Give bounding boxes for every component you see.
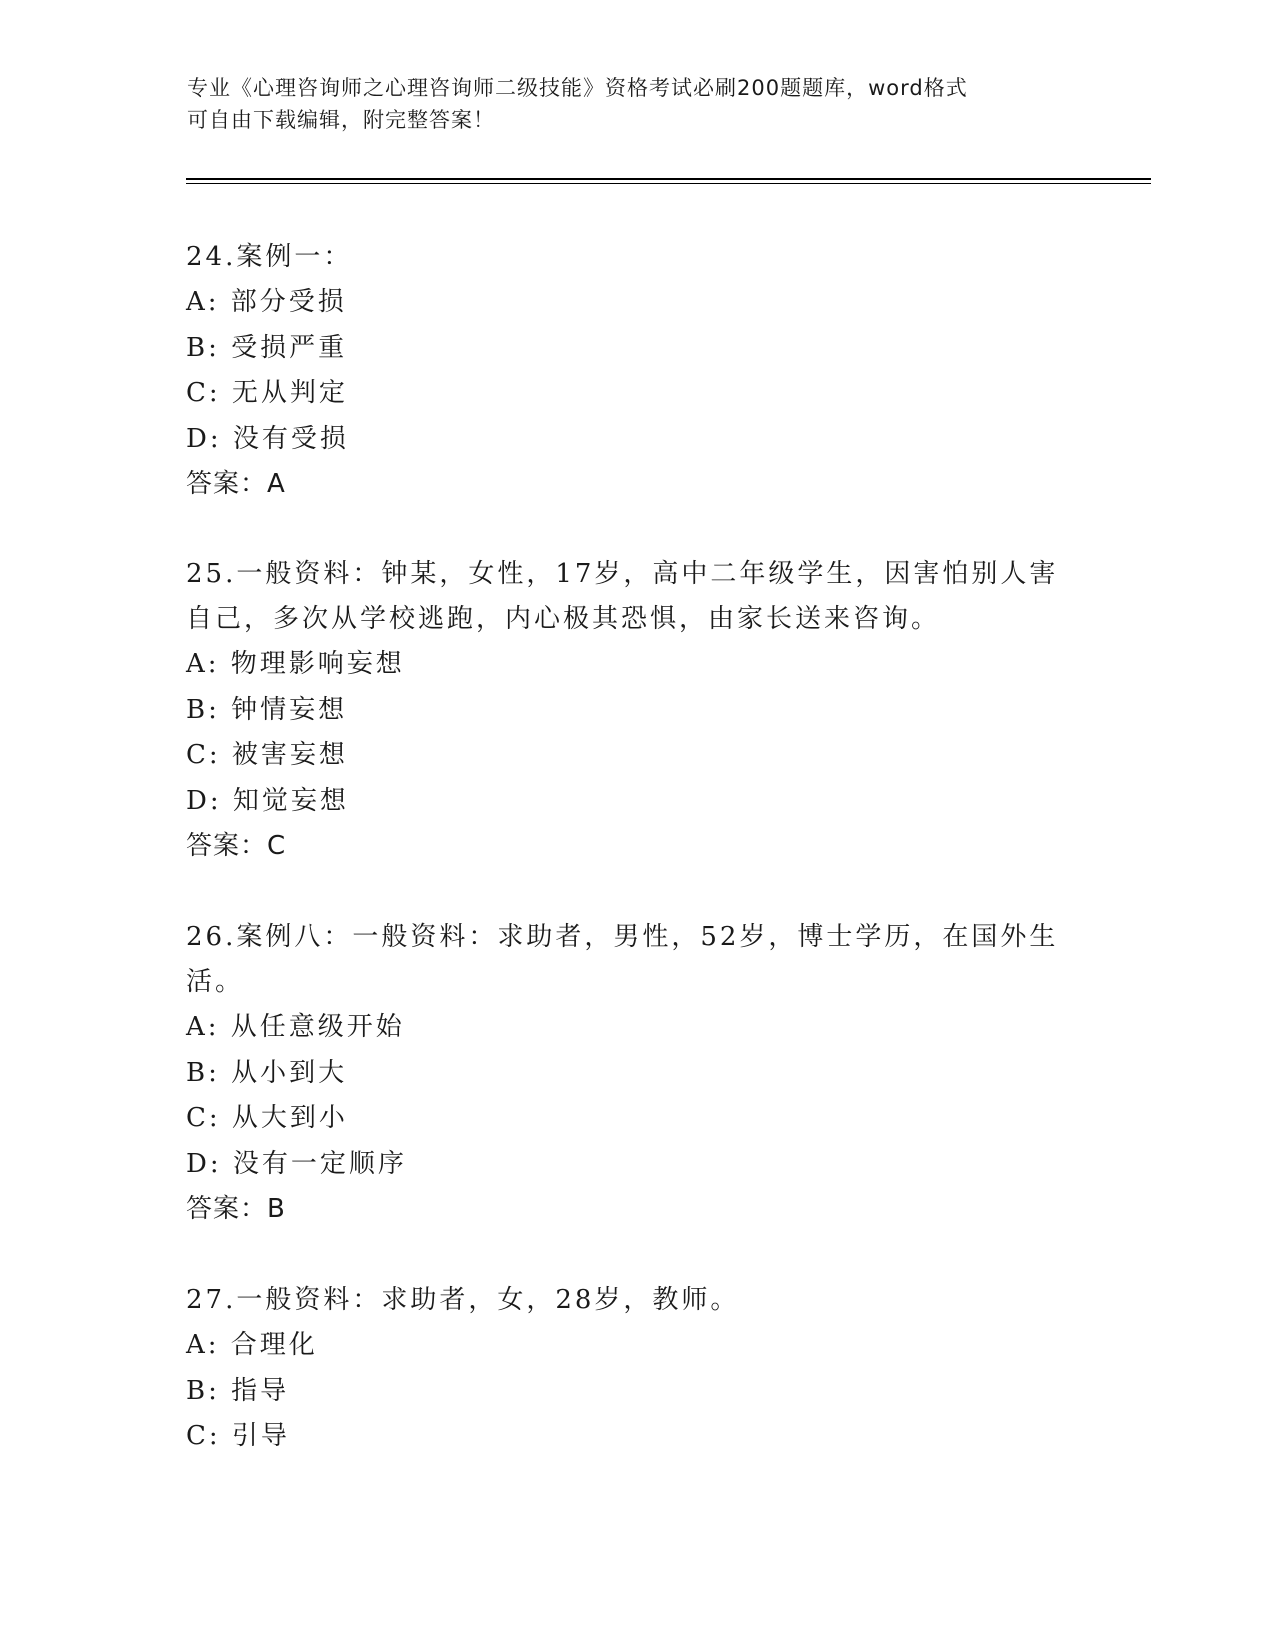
answer: 答案：B — [186, 1194, 286, 1224]
header-line-2: 可自由下载编辑，附完整答案！ — [187, 108, 495, 132]
option-c: C: 引导 — [186, 1421, 290, 1451]
header-rule-thin — [186, 183, 1151, 184]
option-b: B: 从小到大 — [186, 1057, 348, 1088]
header-rule-thick — [186, 178, 1151, 180]
option-a: A: 合理化 — [186, 1330, 318, 1360]
document-header — [187, 72, 1087, 136]
question-stem: 25.一般资料：钟某，女性，17岁，高中二年级学生，因害怕别人害自己，多次从学校逃跑，内心极其恐惧，由家长送来咨询。 — [186, 559, 1059, 634]
option-b: B: 受损严重 — [186, 332, 348, 363]
option-c: C: 被害妄想 — [186, 740, 348, 770]
question-25 — [186, 552, 1086, 869]
header-line-1: 专业《心理咨询师之心理咨询师二级技能》资格考试必刷200题题库，word格式 — [187, 76, 968, 100]
option-b: B: 钟情妄想 — [186, 694, 348, 725]
answer: 答案：A — [186, 469, 286, 499]
answer: 答案：C — [186, 831, 287, 861]
option-d: D: 知觉妄想 — [186, 785, 349, 816]
option-d: D: 没有受损 — [186, 423, 349, 454]
option-d: D: 没有一定顺序 — [186, 1148, 407, 1179]
question-stem: 24.案例一： — [186, 242, 353, 272]
question-stem: 26.案例八：一般资料：求助者，男性，52岁，博士学历，在国外生活。 — [186, 922, 1059, 997]
question-stem: 27.一般资料：求助者，女，28岁，教师。 — [186, 1285, 740, 1315]
question-27 — [186, 1278, 1086, 1460]
option-c: C: 从大到小 — [186, 1103, 348, 1133]
option-b: B: 指导 — [186, 1375, 290, 1406]
option-a: A: 物理影响妄想 — [186, 649, 405, 679]
option-c: C: 无从判定 — [186, 378, 348, 408]
question-26 — [186, 915, 1086, 1232]
question-24 — [186, 235, 1086, 507]
option-a: A: 从任意级开始 — [186, 1012, 405, 1042]
option-a: A: 部分受损 — [186, 287, 347, 317]
